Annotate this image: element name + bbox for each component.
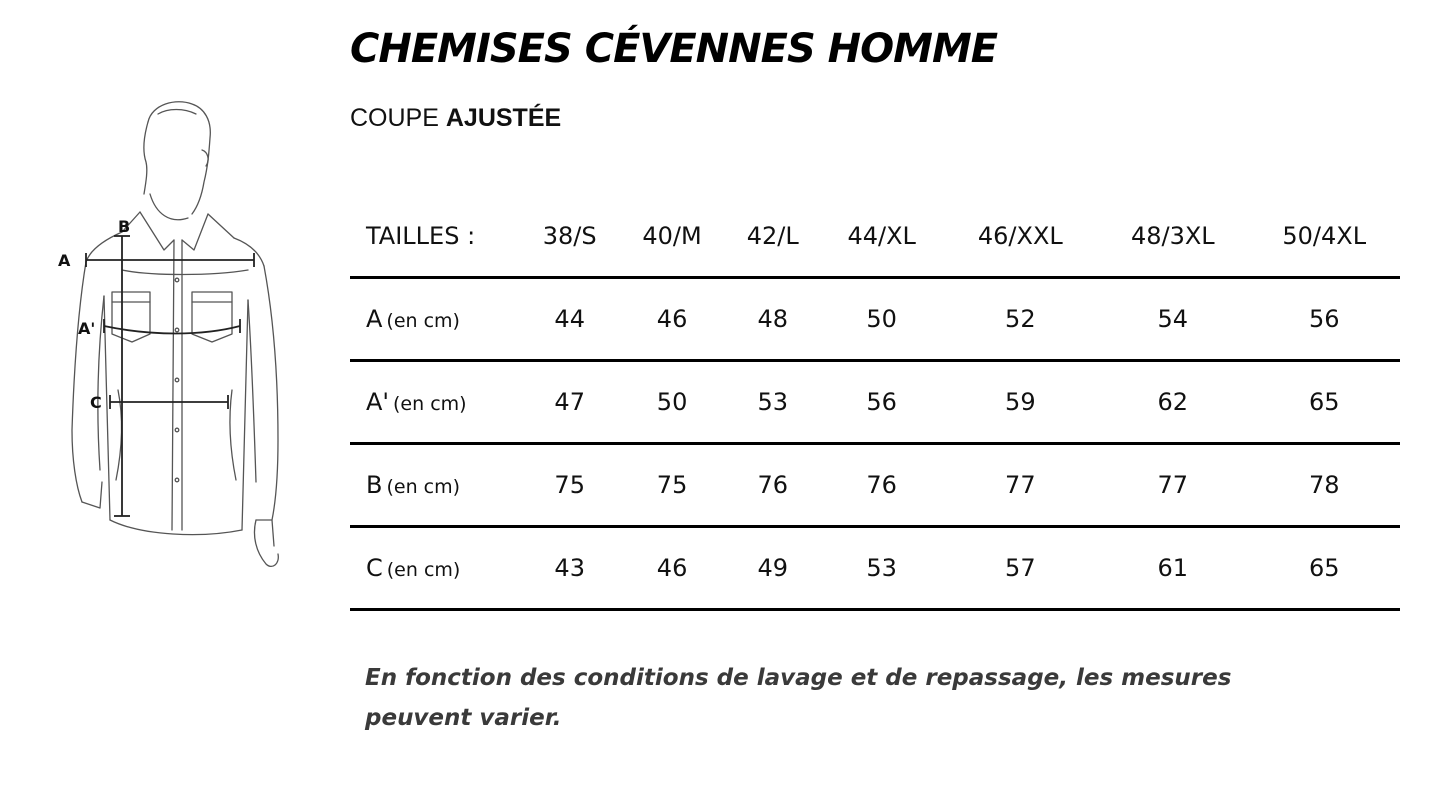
row-label-unit: (en cm) <box>386 310 460 332</box>
table-cell: 77 <box>1097 444 1248 527</box>
table-cell: 59 <box>944 361 1098 444</box>
row-label <box>350 444 521 527</box>
row-label-unit: (en cm) <box>393 393 467 415</box>
row-label-unit: (en cm) <box>386 559 461 581</box>
size-header-cell: 44/XL <box>820 196 944 278</box>
measurement-lines <box>86 236 254 516</box>
row-label <box>350 527 521 610</box>
table-cell: 54 <box>1097 278 1248 361</box>
marker-a-prime: A' <box>78 319 96 338</box>
table-cell: 78 <box>1249 444 1400 527</box>
table-cell: 56 <box>1249 278 1400 361</box>
row-label-letter: B <box>366 471 383 499</box>
table-cell: 77 <box>944 444 1098 527</box>
measure-line-a-prime <box>104 326 240 334</box>
table-cell: 61 <box>1097 527 1248 610</box>
size-chart-table <box>350 196 1400 611</box>
table-row <box>350 444 1400 527</box>
row-label-unit: (en cm) <box>386 476 461 498</box>
size-header-cell: 38/S <box>521 196 618 278</box>
size-header-label: TAILLES : <box>350 196 521 278</box>
row-label <box>350 278 521 361</box>
row-label-letter: C <box>366 554 383 582</box>
marker-a: A <box>58 251 71 270</box>
fit-subtitle <box>350 104 561 133</box>
table-cell: 43 <box>521 527 618 610</box>
washing-note: En fonction des conditions de lavage et de repassage, les mesures peuvent varier. <box>365 665 1232 731</box>
table-row <box>350 527 1400 610</box>
fit-prefix: COUPE <box>350 104 439 132</box>
row-label <box>350 361 521 444</box>
size-header-cell: 50/4XL <box>1249 196 1400 278</box>
table-cell: 49 <box>726 527 820 610</box>
size-header-cell: 42/L <box>726 196 820 278</box>
size-header-cell: 46/XXL <box>944 196 1098 278</box>
shirt-measurement-illustration <box>52 90 312 580</box>
size-header-cell: 40/M <box>618 196 725 278</box>
table-cell: 48 <box>726 278 820 361</box>
table-cell: 75 <box>618 444 725 527</box>
table-cell: 75 <box>521 444 618 527</box>
table-cell: 50 <box>618 361 725 444</box>
fit-type: AJUSTÉE <box>445 104 562 132</box>
marker-c: C <box>90 393 102 412</box>
table-cell: 53 <box>820 527 944 610</box>
size-header-row <box>350 196 1400 278</box>
table-cell: 44 <box>521 278 618 361</box>
row-label-letter: A' <box>366 388 390 416</box>
marker-b: B <box>118 217 131 236</box>
table-cell: 57 <box>944 527 1098 610</box>
table-cell: 56 <box>820 361 944 444</box>
row-label-letter: A <box>366 305 383 333</box>
table-cell: 65 <box>1249 527 1400 610</box>
table-cell: 76 <box>726 444 820 527</box>
table-row <box>350 278 1400 361</box>
page-title: CHEMISES CÉVENNES HOMME <box>350 26 998 72</box>
table-cell: 46 <box>618 278 725 361</box>
table-cell: 65 <box>1249 361 1400 444</box>
table-cell: 52 <box>944 278 1098 361</box>
size-header-cell: 48/3XL <box>1097 196 1248 278</box>
table-cell: 46 <box>618 527 725 610</box>
table-cell: 62 <box>1097 361 1248 444</box>
table-cell: 76 <box>820 444 944 527</box>
table-cell: 50 <box>820 278 944 361</box>
table-row <box>350 361 1400 444</box>
table-cell: 47 <box>521 361 618 444</box>
table-cell: 53 <box>726 361 820 444</box>
